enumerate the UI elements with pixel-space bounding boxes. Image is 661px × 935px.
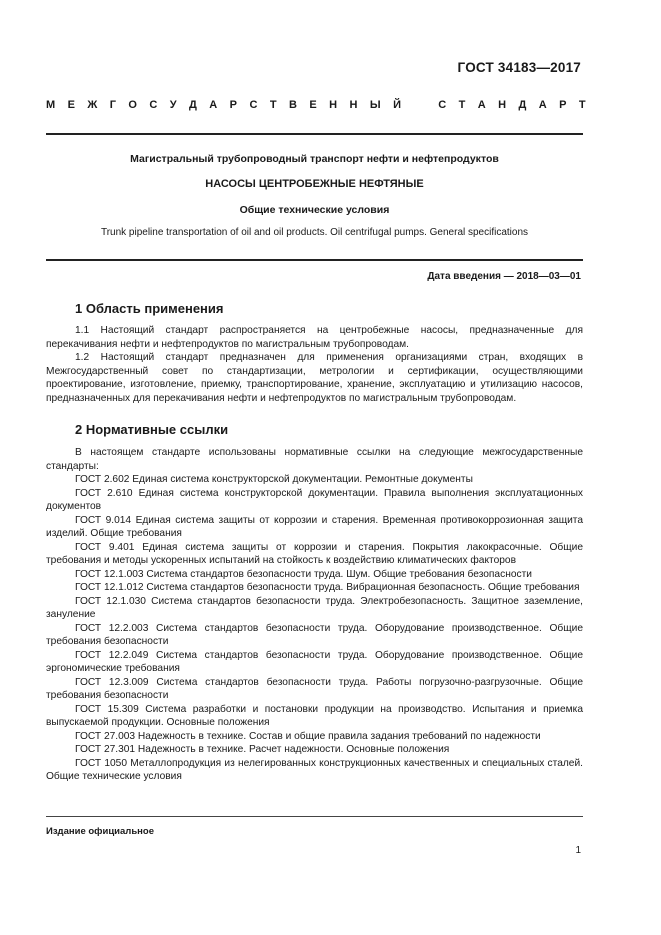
- reference-item: ГОСТ 9.401 Единая система защиты от коррозии и старения. Покрытия лакокрасочные. Общие требования и методы ускоренных испытаний на стойкость к воздействию климатических факторов: [46, 541, 583, 566]
- paragraph: 1.2 Настоящий стандарт предназначен для применения организациями стран, входящих в Межгосударственный совет по стандартизации, метрологии и сертификации, осуществляющими проектирование, изготовление, приемку, транспортирование, хранение, эксплуатацию и утилизацию насосов, предназначенных для перекачивания нефти и нефтепродуктов по магистральным трубопроводам.: [46, 352, 583, 404]
- reference-item: ГОСТ 27.003 Надежность в технике. Состав и общие правила задания требований по надежности: [75, 730, 541, 742]
- heading-letter: Г: [109, 99, 116, 111]
- heading-letter: Р: [559, 99, 567, 111]
- heading-letter: А: [477, 99, 486, 111]
- reference-item: ГОСТ 9.014 Единая система защиты от коррозии и старения. Временная противокоррозионная защита изделий. Общие требования: [46, 514, 583, 539]
- heading-letter: Е: [67, 99, 75, 111]
- heading-letter: У: [169, 99, 177, 111]
- header-rule: [46, 133, 583, 135]
- title-english: Trunk pipeline transportation of oil and oil products. Oil centrifugal pumps. General specifications: [100, 227, 529, 238]
- heading-letter: Ы: [369, 99, 381, 111]
- reference-item: ГОСТ 27.301 Надежность в технике. Расчет надежности. Основные положения: [75, 744, 450, 755]
- heading-letter: Н: [498, 99, 507, 111]
- heading-letter: Ж: [87, 99, 98, 111]
- title-general: Общие технические условия: [239, 204, 390, 216]
- paragraph: 1.1 Настоящий стандарт распространяется на центробежные насосы, предназначенные для перекачивания нефти и нефтепродуктов по магистральным трубопроводам.: [46, 325, 583, 350]
- gost-code: ГОСТ 34183—2017: [457, 60, 581, 75]
- reference-item: ГОСТ 12.2.049 Система стандартов безопасности труда. Оборудование производственное. Общие эргономические требования: [46, 649, 583, 674]
- reference-item: ГОСТ 15.309 Система разработки и постановки продукции на производство. Испытания и приемка выпускаемой продукции. Основные положения: [46, 703, 583, 728]
- heading-letter: Т: [458, 99, 466, 111]
- heading-letter: А: [538, 99, 547, 111]
- official-edition-label: Издание официальное: [46, 826, 154, 837]
- heading-letter: Д: [518, 99, 527, 111]
- heading-letter: Т: [269, 99, 277, 111]
- reference-item: ГОСТ 12.1.030 Система стандартов безопасности труда. Электробезопасность. Защитное заземление, зануление: [46, 595, 583, 620]
- section-2-body: [46, 446, 583, 784]
- standard-type-heading: [46, 99, 586, 111]
- heading-letter: О: [128, 99, 137, 111]
- reference-item: ГОСТ 1050 Металлопродукция из нелегированных конструкционных качественных и специальных сталей. Общие технические условия: [46, 757, 583, 782]
- section-1-title: 1 Область применения: [75, 301, 224, 316]
- reference-item: ГОСТ 2.602 Единая система конструкторской документации. Ремонтные документы: [75, 474, 473, 485]
- reference-item: ГОСТ 12.2.003 Система стандартов безопасности труда. Оборудование производственное. Общие требования безопасности: [46, 622, 583, 647]
- title-main: Магистральный трубопроводный транспорт нефти и нефтепродуктов: [130, 153, 499, 165]
- heading-letter: Е: [309, 99, 317, 111]
- footer-rule: [46, 816, 583, 817]
- heading-letter: Н: [349, 99, 358, 111]
- paragraph: В настоящем стандарте использованы нормативные ссылки на следующие межгосударственные стандарты:: [46, 447, 583, 472]
- heading-letter: С: [149, 99, 158, 111]
- heading-letter: Р: [229, 99, 238, 111]
- reference-item: ГОСТ 12.1.003 Система стандартов безопасности труда. Шум. Общие требования безопасности: [75, 568, 532, 580]
- page-number: 1: [575, 845, 581, 856]
- heading-letter: С: [249, 99, 258, 111]
- intro-date: Дата введения — 2018—03—01: [427, 271, 581, 282]
- heading-letter: Й: [393, 99, 401, 111]
- heading-letter: Н: [329, 99, 338, 111]
- reference-item: ГОСТ 12.1.012 Система стандартов безопасности труда. Вибрационная безопасность. Общие требования: [75, 582, 580, 593]
- heading-letter: Т: [578, 99, 586, 111]
- title-pumps: НАСОСЫ ЦЕНТРОБЕЖНЫЕ НЕФТЯНЫЕ: [205, 178, 424, 190]
- heading-letter: А: [209, 99, 218, 111]
- heading-letter: Д: [189, 99, 197, 111]
- reference-item: ГОСТ 2.610 Единая система конструкторской документации. Правила выполнения эксплуатационных документов: [46, 487, 583, 512]
- section-1-body: [46, 324, 583, 405]
- heading-letter: В: [288, 99, 297, 111]
- reference-item: ГОСТ 12.3.009 Система стандартов безопасности труда. Работы погрузочно-разгрузочные. Общие требования безопасности: [46, 676, 583, 701]
- heading-letter: М: [46, 99, 56, 111]
- section-2-title: 2 Нормативные ссылки: [75, 422, 229, 437]
- heading-letter: С: [438, 99, 447, 111]
- title-rule: [46, 259, 583, 261]
